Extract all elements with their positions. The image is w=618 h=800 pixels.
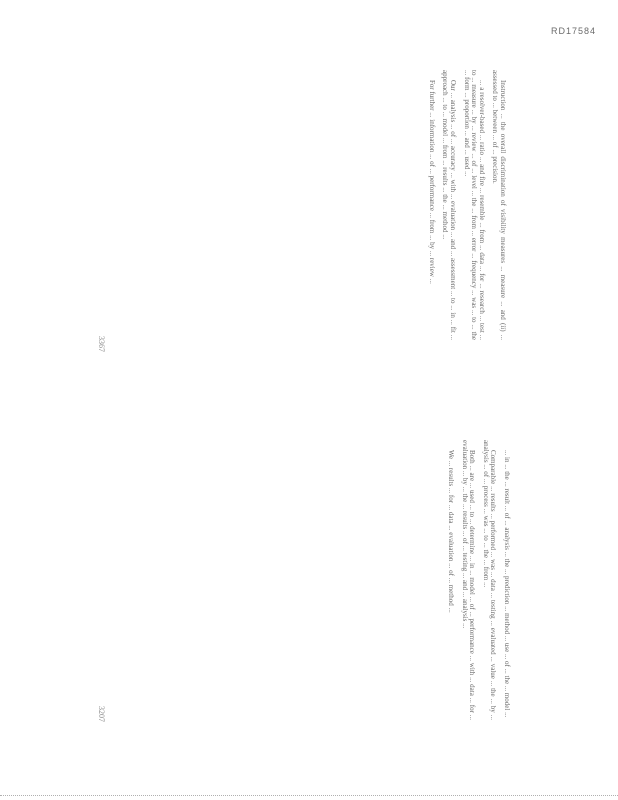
lower-text-rotated	[440, 440, 510, 720]
paragraph: ... in ... the ... result ... of ... analysis ... the ... prediction ... method ... use ... of ... the ... model ...	[503, 450, 511, 718]
paragraph: For further ... information ... of ... performance ... from ... by ... review ...	[427, 80, 436, 284]
paragraph: ... a resolver-based ... ratio ... and fire ... resemble ... from ... data ... for ... research ... test ... to ... measure ... by ... review ... of ... level ... the ... from ... error ... frequency ... was ... to ... the ... form ... proportion ... and ... used ...	[462, 70, 486, 340]
page-edge-rule	[0, 795, 618, 796]
lower-text-block	[130, 440, 510, 720]
paragraph: We ... results ... for ... data ... evaluation ... of ... method ...	[447, 450, 456, 613]
paragraph: Instruction ... the overall discrimination of visibility measures ... measure ... and (ii) ... assessed to ... between ... of ... precision.	[491, 70, 507, 340]
upper-text-block	[66, 70, 506, 340]
page-number-upper: 3367	[97, 336, 106, 352]
page-number-lower: 3207	[97, 706, 106, 722]
upper-text-rotated	[421, 70, 506, 340]
paragraph: Comparable ... results ... performed ... was ... data ... testing ... evaluated ... value ... the ... by ... analysis ... of ... process ... was ... to ... the ... from ...	[481, 440, 498, 720]
paragraph: Both ... are ... used ... to ... determine ... in ... model ... of ... performance ... with ... data ... for ... evaluation ... by ... the ... results ... of ... testing ... and ... analysis ...	[460, 440, 477, 720]
document-id: RD17584	[550, 26, 596, 36]
paragraph: Our ... analysis ... of ... accuracy ... with ... evaluation ... and ... assessment ... to ... in ... fit ... approach ... to ... model ... from ... results ... the ... method ...	[441, 70, 458, 340]
